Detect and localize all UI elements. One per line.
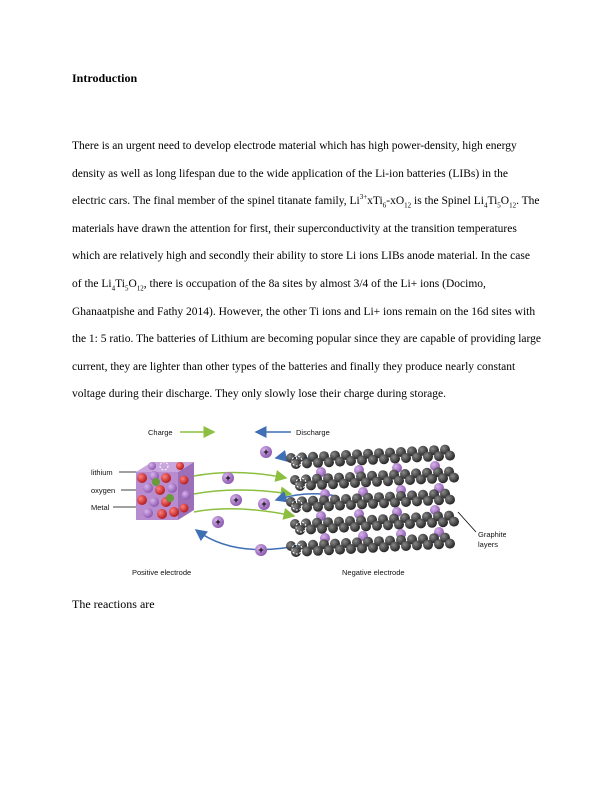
graphite-atom: [423, 452, 433, 462]
graphite-atom: [383, 476, 393, 486]
graphite-atom: [357, 499, 367, 509]
graphite-atom: [324, 501, 334, 511]
graphite-atom: [416, 518, 426, 528]
graphite-atom: [357, 455, 367, 465]
graphite-atom: [313, 546, 323, 556]
graphite-atom: [324, 457, 334, 467]
graphite-atom: [335, 457, 345, 467]
graphite-atom: [394, 520, 404, 530]
graphite-atom: [412, 496, 422, 506]
svg-text:+: +: [225, 473, 231, 483]
graphite-atom: [449, 517, 459, 527]
graphite-atom: [361, 521, 371, 531]
graphite-atom: [350, 478, 360, 488]
lithium-ion: [260, 446, 272, 458]
reactions-text: The reactions are: [72, 597, 155, 611]
graphite-atom: [434, 451, 444, 461]
intro-paragraph: There is an urgent need to develop electrode material which has high power-density, high energy density as well as long lifespan due to the wide application of the Li-ion batteries (LIBs) in the electric cars. The final member of the spinel titanate family, $Li^{3+}xTi_6-xO_{12}$ is the Spinel $Li_4Ti_5O_{12}$. The materials have drawn the attention for first, their superconductivity at the transition temperatures which are relatively high and secondly their ability to store Li ions LIBs anode material. In the case of the $Li_4Ti_5O_{12}$, there is occupation of the 8a sites by almost 3/4 of the Li+ ions (Docimo, Ghanaatpishe and Fathy 2014). However, the other Ti ions and Li+ ions remain on the 16d sites with the 1: 5 ratio. The batteries of Lithium are becoming popular since they are capable of providing large current, they are lighter than other types of the batteries and finally they produce nearly constant voltage during their discharge. They only slowly lose their charge during storage.: [72, 140, 541, 401]
graphite-atom: [390, 498, 400, 508]
graphite-atom: [423, 540, 433, 550]
graphite-atom: [379, 454, 389, 464]
graphite-atom: [434, 495, 444, 505]
graphite-atom: [302, 458, 312, 468]
discharge-label: Discharge: [296, 428, 330, 437]
graphite-atom: [379, 542, 389, 552]
lithium-ion: [230, 494, 242, 506]
graphite-atom: [313, 458, 323, 468]
svg-text:+: +: [258, 545, 264, 555]
graphite-atom: [335, 501, 345, 511]
lithium-ion: [255, 544, 267, 556]
lithium-ion: [212, 516, 224, 528]
graphite-atom: [339, 523, 349, 533]
lithium-label: lithium: [91, 468, 113, 477]
graphite-atom: [361, 477, 371, 487]
graphite-atom: [328, 479, 338, 489]
positive-electrode-cube: [136, 462, 194, 520]
graphite-atom: [368, 499, 378, 509]
graphite-atom: [302, 502, 312, 512]
graphite-atom: [390, 454, 400, 464]
graphite-atom: [328, 523, 338, 533]
graphite-label-2: layers: [478, 540, 499, 549]
graphite-atom: [317, 524, 327, 534]
graphite-atom: [313, 502, 323, 512]
positive-electrode-label: Positive electrode: [132, 568, 192, 577]
graphite-atom: [401, 541, 411, 551]
graphite-atom: [346, 500, 356, 510]
graphite-atom: [445, 495, 455, 505]
graphite-atom: [390, 542, 400, 552]
graphite-atom: [401, 453, 411, 463]
graphite-atom: [434, 539, 444, 549]
graphite-atom: [416, 474, 426, 484]
lithium-ion: [222, 472, 234, 484]
graphite-atom: [368, 455, 378, 465]
graphite-atom: [324, 545, 334, 555]
graphite-atom: [357, 543, 367, 553]
graphite-atom: [394, 476, 404, 486]
graphite-label: Graphite: [478, 530, 506, 539]
graphite-atom: [427, 474, 437, 484]
graphite-atom: [302, 546, 312, 556]
graphite-atom: [445, 539, 455, 549]
graphite-atom: [379, 498, 389, 508]
graphite-atom: [350, 522, 360, 532]
graphite-atom: [317, 480, 327, 490]
graphite-atom: [372, 521, 382, 531]
graphite-atom: [449, 473, 459, 483]
svg-text:+: +: [215, 517, 221, 527]
graphite-atom: [412, 452, 422, 462]
lithium-ion: [258, 498, 270, 510]
graphite-atom: [383, 520, 393, 530]
svg-text:+: +: [261, 499, 267, 509]
battery-diagram: [86, 420, 506, 582]
graphite-atom: [438, 473, 448, 483]
graphite-atom: [445, 451, 455, 461]
negative-electrode-label: Negative electrode: [342, 568, 405, 577]
graphite-atom: [412, 540, 422, 550]
graphite-atom: [427, 518, 437, 528]
graphite-layers: [286, 445, 459, 557]
graphite-atom: [401, 497, 411, 507]
graphite-atom: [368, 543, 378, 553]
svg-text:+: +: [233, 495, 239, 505]
graphite-atom: [335, 545, 345, 555]
section-heading: Introduction: [72, 71, 138, 85]
graphite-atom: [346, 456, 356, 466]
graphite-atom: [423, 496, 433, 506]
graphite-atom: [306, 480, 316, 490]
graphite-atom: [372, 477, 382, 487]
graphite-atom: [339, 479, 349, 489]
graphite-atom: [405, 475, 415, 485]
graphite-atom: [306, 524, 316, 534]
charge-label: Charge: [148, 428, 173, 437]
svg-text:+: +: [263, 447, 269, 457]
metal-label: Metal: [91, 503, 110, 512]
graphite-atom: [438, 517, 448, 527]
oxygen-label: oxygen: [91, 486, 116, 495]
graphite-atom: [346, 544, 356, 554]
graphite-atom: [405, 519, 415, 529]
